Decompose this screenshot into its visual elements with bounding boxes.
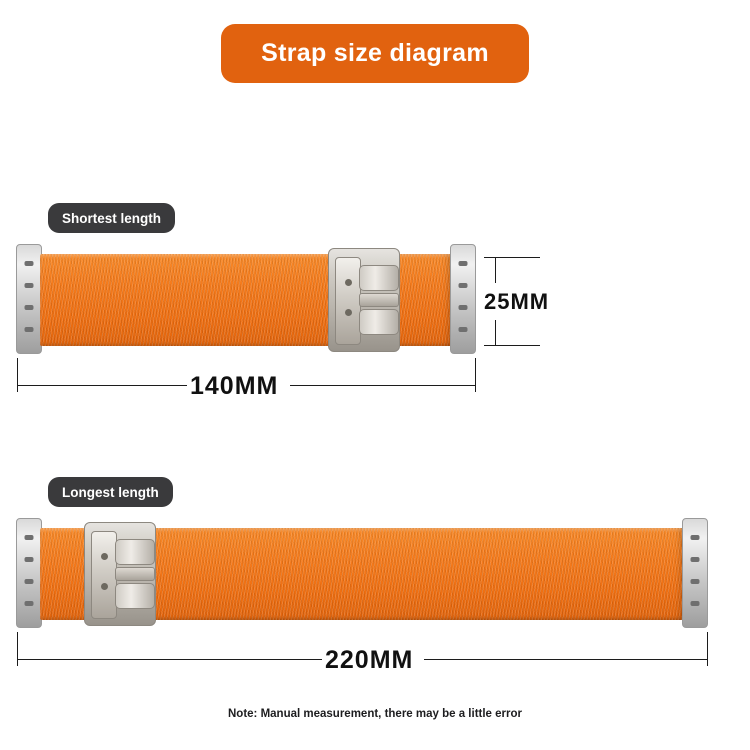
strap-band-left-shortest bbox=[40, 254, 330, 346]
buckle-hole bbox=[345, 279, 352, 286]
strap-buckle-longest bbox=[84, 522, 156, 626]
lug-slot bbox=[25, 535, 34, 540]
lug-slot bbox=[691, 557, 700, 562]
label-longest-length bbox=[48, 477, 173, 507]
dim-line-left bbox=[17, 385, 187, 386]
strap-band-right-longest bbox=[152, 528, 684, 620]
label-shortest-length bbox=[48, 203, 175, 233]
lug-slot bbox=[459, 261, 468, 266]
buckle-body bbox=[91, 531, 117, 619]
dimension-longest-length-label: 220MM bbox=[325, 646, 414, 674]
lug-slot bbox=[459, 283, 468, 288]
strap-buckle-shortest bbox=[328, 248, 400, 352]
page-title: Strap size diagram bbox=[261, 39, 489, 67]
lug-slot bbox=[691, 535, 700, 540]
buckle-lever bbox=[359, 309, 399, 335]
strap-band-left-longest bbox=[40, 528, 86, 620]
lug-slot bbox=[25, 261, 34, 266]
strap-lug-left-longest bbox=[16, 518, 42, 628]
lug-slot bbox=[459, 305, 468, 310]
dimension-shortest-length-label: 140MM bbox=[190, 372, 279, 400]
label-shortest-length-text: Shortest length bbox=[62, 210, 162, 226]
dim-tick-right bbox=[475, 358, 476, 392]
dim-tick-bottom bbox=[484, 345, 540, 346]
dim-line-lower bbox=[495, 320, 496, 345]
lug-slot bbox=[25, 305, 34, 310]
page-title-pill bbox=[221, 24, 529, 83]
lug-slot bbox=[25, 579, 34, 584]
strap-lug-right-shortest bbox=[450, 244, 476, 354]
dim-line-left bbox=[17, 659, 322, 660]
dim-tick-left bbox=[17, 358, 18, 392]
buckle-hole bbox=[345, 309, 352, 316]
dim-line-upper bbox=[495, 257, 496, 283]
buckle-lever bbox=[115, 583, 155, 609]
lug-slot bbox=[691, 579, 700, 584]
buckle-bar bbox=[359, 293, 399, 307]
buckle-body bbox=[335, 257, 361, 345]
dim-line-right bbox=[424, 659, 708, 660]
strap-band-right-shortest bbox=[396, 254, 452, 346]
dim-line-right bbox=[290, 385, 476, 386]
dim-tick-top bbox=[484, 257, 540, 258]
dim-tick-left bbox=[17, 632, 18, 666]
lug-slot bbox=[25, 601, 34, 606]
buckle-hole bbox=[101, 583, 108, 590]
lug-slot bbox=[25, 557, 34, 562]
label-longest-length-text: Longest length bbox=[62, 484, 159, 500]
lug-slot bbox=[691, 601, 700, 606]
buckle-lever bbox=[359, 265, 399, 291]
measurement-note: Note: Manual measurement, there may be a little error bbox=[228, 708, 522, 720]
lug-slot bbox=[25, 327, 34, 332]
lug-slot bbox=[459, 327, 468, 332]
dimension-width-label: 25MM bbox=[484, 289, 550, 314]
buckle-bar bbox=[115, 567, 155, 581]
buckle-lever bbox=[115, 539, 155, 565]
strap-lug-left-shortest bbox=[16, 244, 42, 354]
buckle-hole bbox=[101, 553, 108, 560]
dim-tick-right bbox=[707, 632, 708, 666]
lug-slot bbox=[25, 283, 34, 288]
strap-lug-right-longest bbox=[682, 518, 708, 628]
